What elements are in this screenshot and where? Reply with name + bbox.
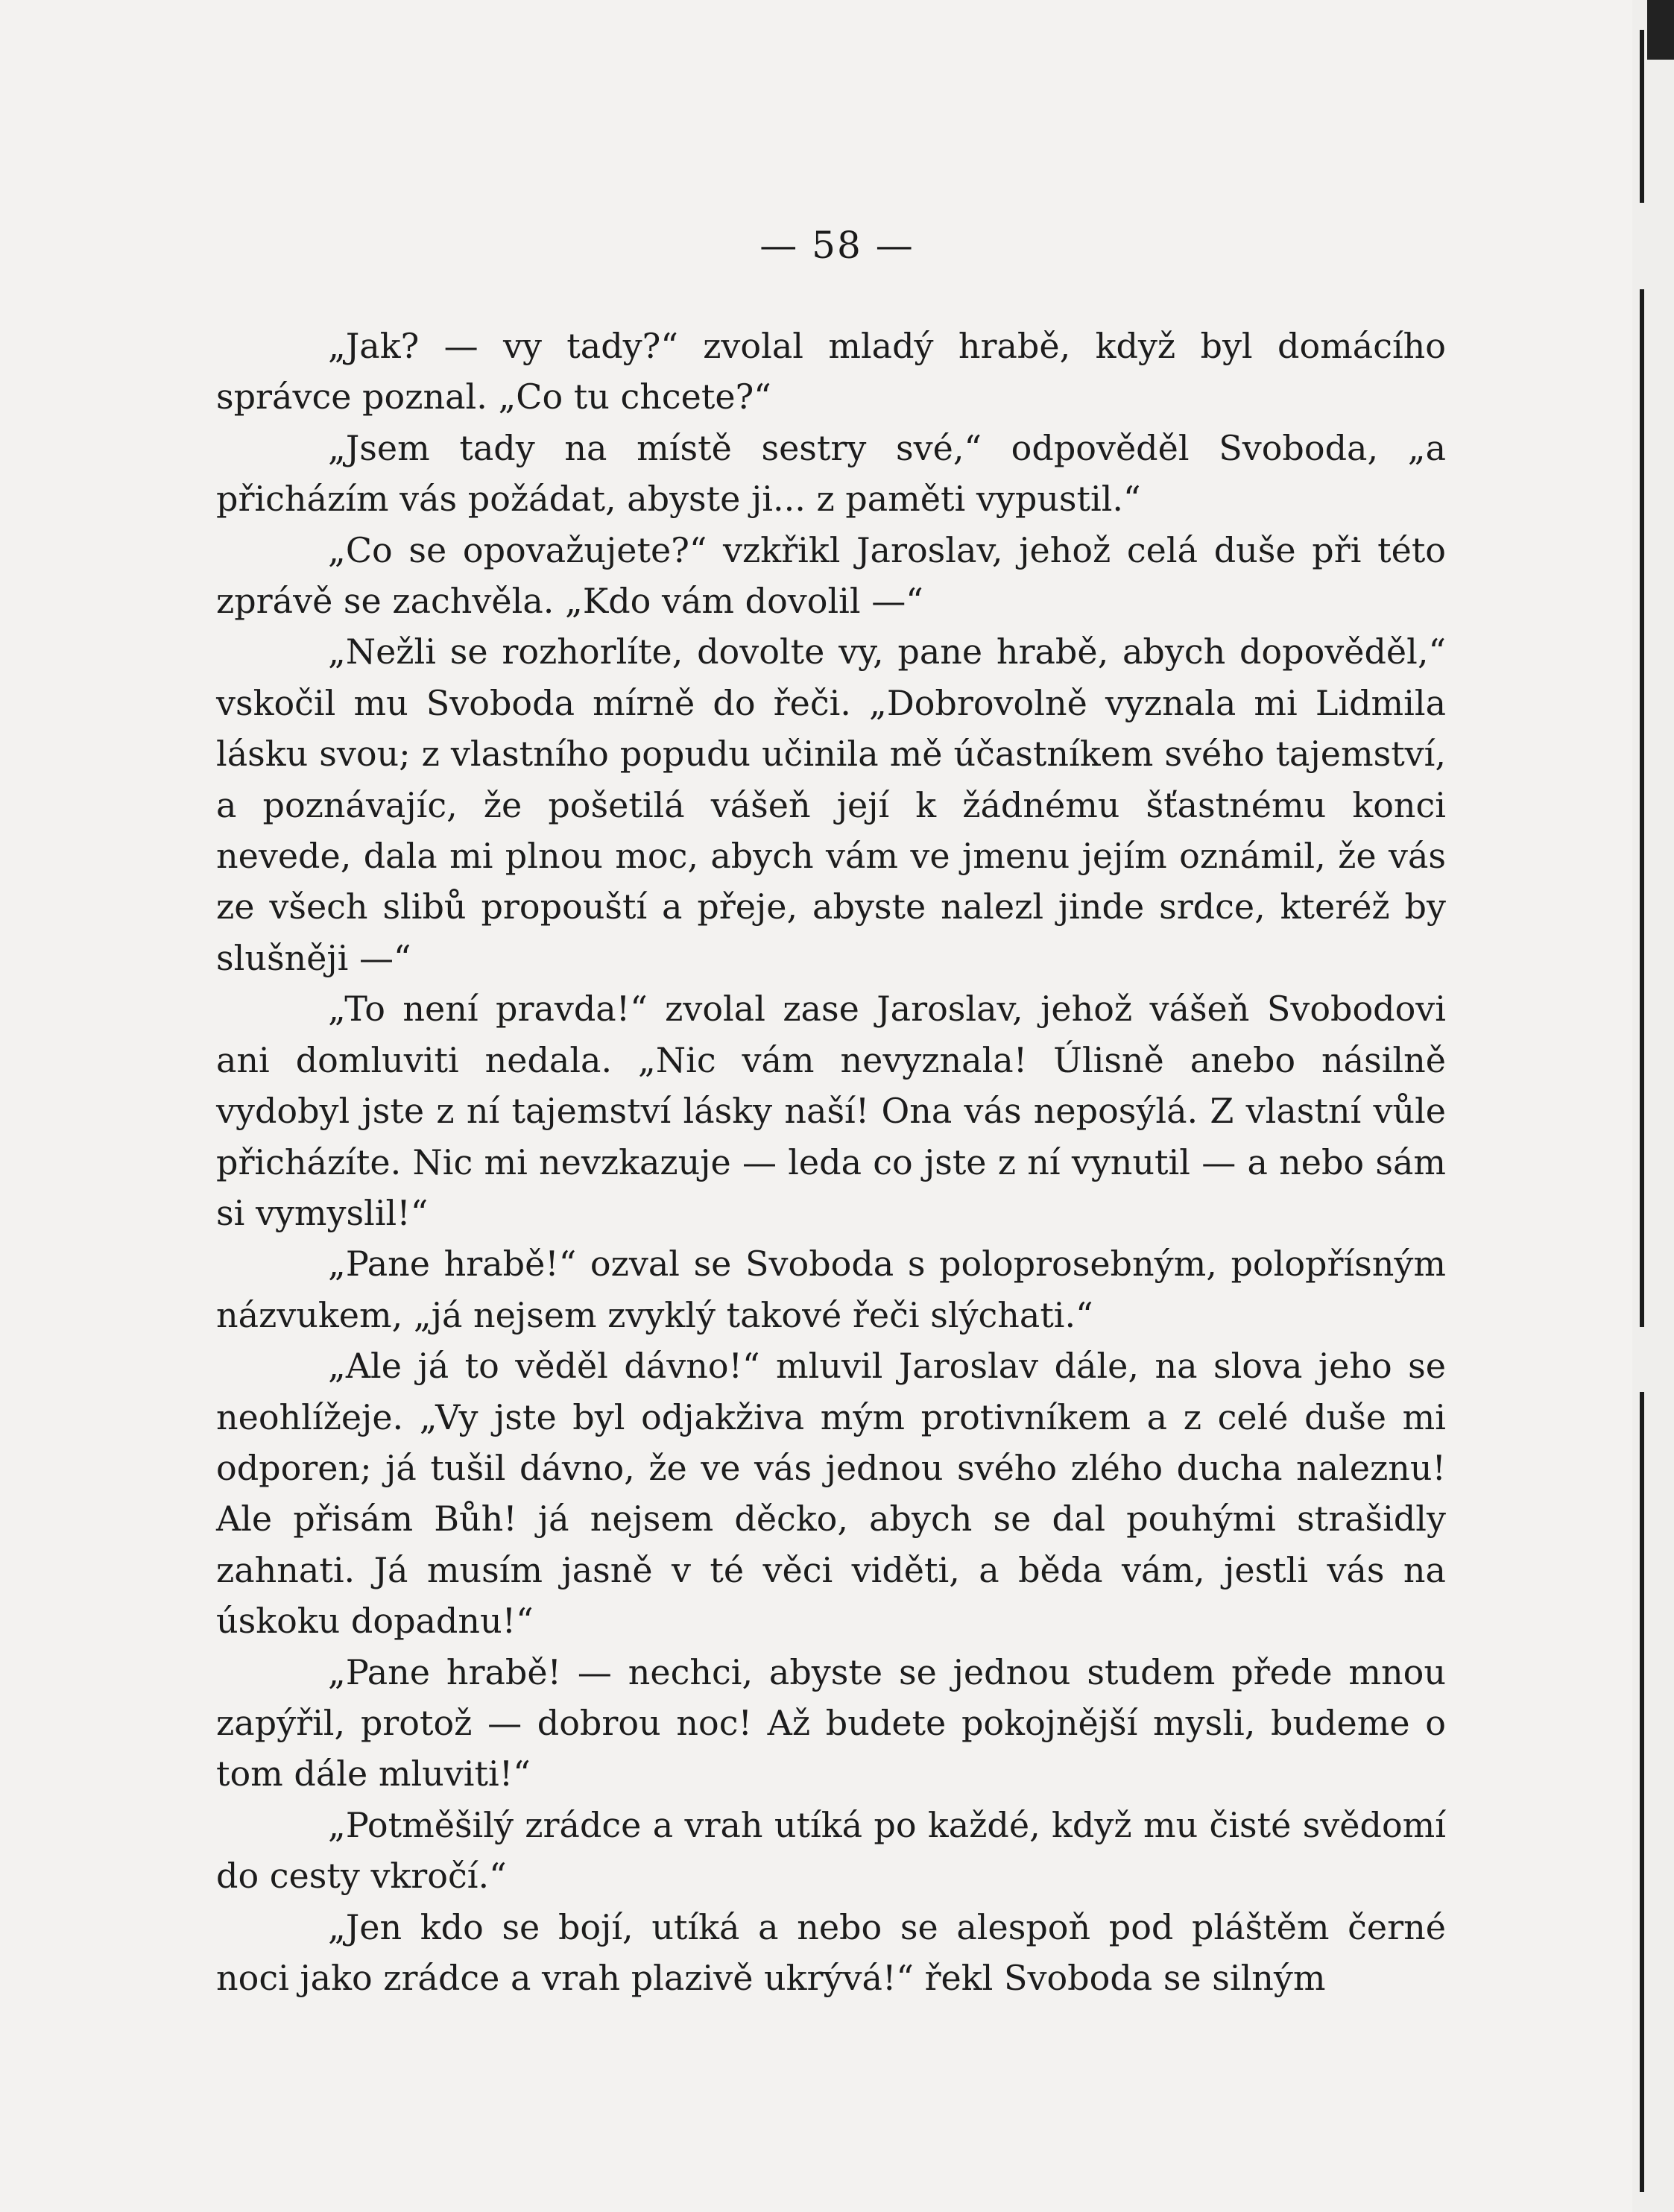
paragraph: „To není pravda!“ zvolal zase Jaroslav, jehož vášeň Svobodovi ani domluviti nedala. „Nic vám nevyznala! Úlisně anebo násilně vydobyl jste z ní tajemství lásky naší! Ona vás neposýlá. Z vlastní vůle přicházíte. Nic mi nevzkazuje — leda co jste z ní vynutil — a nebo sám si vymyslil!“: [216, 989, 1446, 1233]
paragraph: „Ale já to věděl dávno!“ mluvil Jaroslav dále, na slova jeho se neohlížeje. „Vy jste byl odjakživa mým protivníkem a z celé duše mi odporen; já tušil dávno, že ve vás jednou svého zlého ducha naleznu! Ale přisám Bůh! já nejsem děcko, abych se dal pouhými strašidly zahnati. Já musím jasně v té věci viděti, a běda vám, jestli vás na úskoku dopadnu!“: [216, 1346, 1446, 1642]
paragraph: „Jen kdo se bojí, utíká a nebo se alespoň pod pláštěm černé noci jako zrádce a vrah plazivě ukrývá!“ řekl Svoboda se silným: [216, 1906, 1446, 1998]
paragraph: „Pane hrabě! — nechci, abyste se jednou studem přede mnou zapýřil, protož — dobrou noc! Až budete pokojnější mysli, budeme o tom dále mluviti!“: [216, 1651, 1446, 1795]
paragraph: „Pane hrabě!“ ozval se Svoboda s poloprosebným, polopřísným názvukem, „já nejsem zvyklý takové řeči slýchati.“: [216, 1244, 1446, 1335]
paragraph: „Nežli se rozhorlíte, dovolte vy, pane hrabě, abych dopověděl,“ vskočil mu Svoboda mírně do řeči. „Dobrovolně vyznala mi Lidmila lásku svou; z vlastního popudu učinila mě účastníkem svého tajemství, a poznávajíc, že pošetilá vášeň její k žádnému šťastnému konci nevede, dala mi plnou moc, abych vám ve jmenu jejím oznámil, že vás ze všech slibů propouští a přeje, abyste nalezl jinde srdce, kteréž by slušněji —“: [216, 631, 1446, 978]
binding-corner: [1647, 0, 1674, 60]
body-text: [216, 321, 1446, 2003]
paragraph: „Jsem tady na místě sestry své,“ odpověděl Svoboda, „a přicházím vás požádat, abyste ji... z paměti vypustil.“: [216, 427, 1446, 520]
paragraph: „Co se opovažujete?“ vzkřikl Jaroslav, jehož celá duše při této zprávě se zachvěla. „Kdo vám dovolil —“: [216, 529, 1446, 622]
paragraph: „Jak? — vy tady?“ zvolal mladý hrabě, když byl domácího správce poznal. „Co tu chcete?“: [216, 326, 1446, 417]
paragraph: „Potměšilý zrádce a vrah utíká po každé, když mu čisté svědomí do cesty vkročí.“: [216, 1804, 1446, 1897]
page-edge: [1632, 0, 1674, 2212]
page-number: — 58 —: [759, 224, 915, 267]
binding-edge-line: [1640, 30, 1644, 2192]
